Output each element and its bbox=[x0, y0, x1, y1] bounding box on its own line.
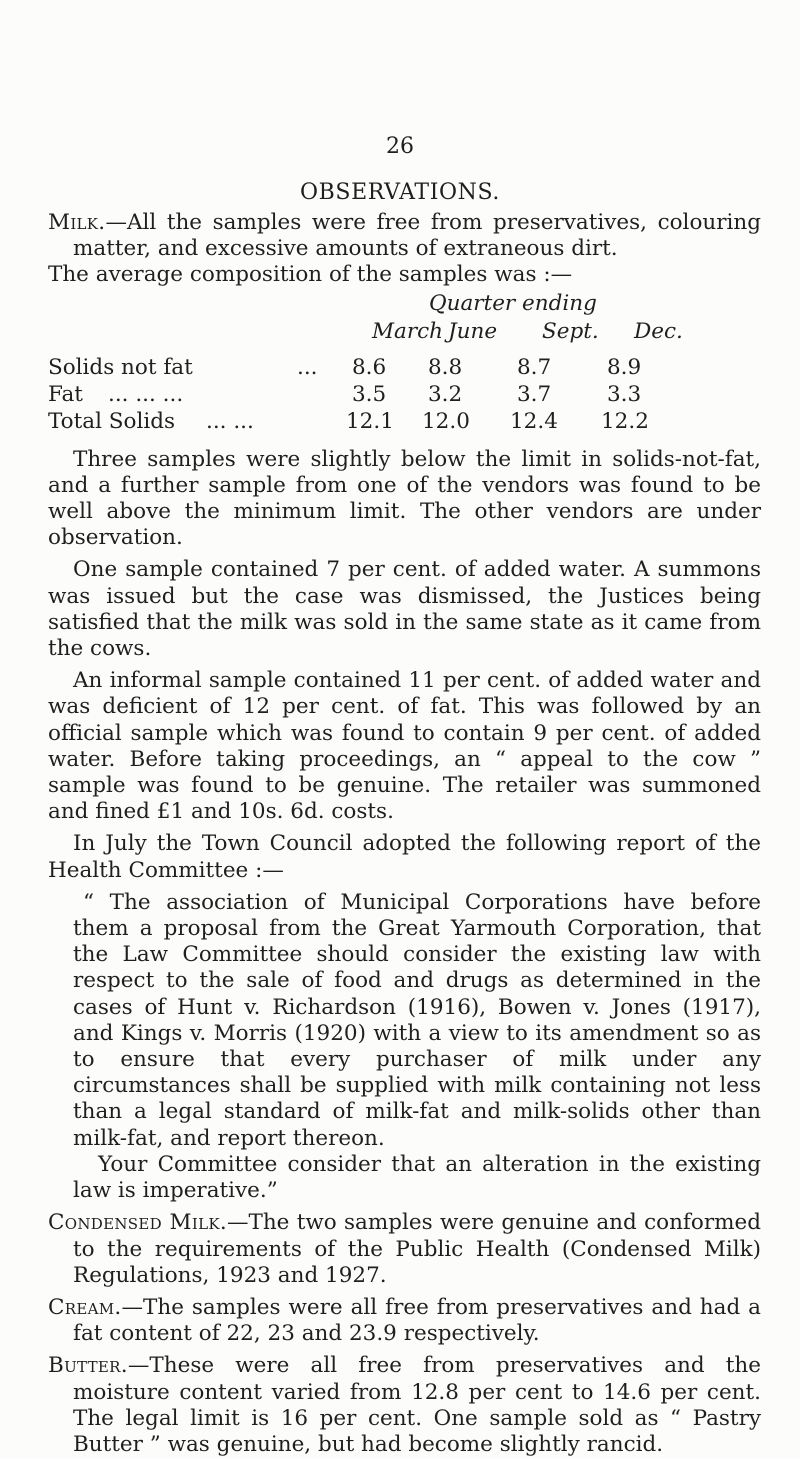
table-cell: 8.9 bbox=[607, 354, 642, 380]
row-leader: ... ... bbox=[206, 408, 254, 434]
table-group-header: Quarter ending bbox=[429, 290, 597, 316]
paragraph-summons: One sample contained 7 per cent. of added water. A summons was issued but the case was dismissed, the Justices being satisfied that the milk was sold in the same state as it came from the cows. bbox=[48, 557, 761, 662]
row-leader: ... bbox=[297, 354, 318, 380]
row-label-total-solids: Total Solids bbox=[48, 408, 176, 434]
table-cell: 12.1 bbox=[346, 408, 394, 434]
paragraph-town-council: In July the Town Council adopted the following report of the Health Committee :— bbox=[48, 831, 761, 883]
condensed-milk-heading: Condensed Milk. bbox=[48, 1210, 227, 1236]
row-label-solids-not-fat: Solids not fat bbox=[48, 354, 193, 380]
butter-paragraph bbox=[48, 1353, 761, 1458]
paragraph-below-limit: Three samples were slightly below the limit in solids-not-fat, and a further sample from one of the vendors was found to be well above the minimum limit. The other vendors are under observation. bbox=[48, 446, 761, 551]
table-cell: 8.7 bbox=[517, 354, 552, 380]
committee-quote bbox=[48, 890, 761, 1204]
cream-heading: Cream. bbox=[48, 1294, 122, 1320]
milk-heading: Milk. bbox=[48, 210, 106, 235]
composition-table bbox=[48, 289, 761, 447]
butter-text: —These were all free from preservatives and the moisture content varied from 12.8 per cent to 14.6 per cent. The legal limit is 16 per cent. One sample sold as “ Pastry Butter ” was genuine, but had become slightly rancid. bbox=[73, 1353, 761, 1457]
table-cell: 12.2 bbox=[601, 408, 649, 434]
column-header-dec: Dec. bbox=[634, 318, 683, 344]
column-header-june: June bbox=[448, 318, 498, 344]
column-header-sept: Sept. bbox=[542, 318, 599, 344]
quote-paragraph-2: Your Committee consider that an alteration in the existing law is imperative.” bbox=[73, 1151, 761, 1204]
page-number: 26 bbox=[386, 134, 414, 159]
table-cell: 8.8 bbox=[428, 354, 463, 380]
table-cell: 8.6 bbox=[352, 354, 387, 380]
table-cell: 12.0 bbox=[422, 408, 470, 434]
page-title: OBSERVATIONS. bbox=[300, 180, 500, 205]
table-cell: 3.2 bbox=[428, 381, 463, 407]
condensed-milk-paragraph bbox=[48, 1210, 761, 1289]
cream-paragraph bbox=[48, 1295, 761, 1347]
table-cell: 3.5 bbox=[352, 381, 387, 407]
cream-text: —The samples were all free from preservatives and had a fat content of 22, 23 and 23.9 respectively. bbox=[73, 1294, 761, 1347]
column-header-march: March bbox=[372, 318, 443, 344]
milk-text: —All the samples were free from preservatives, colouring matter, and excessive amounts of extraneous dirt. bbox=[73, 210, 761, 262]
condensed-milk-text: —The two samples were genuine and conformed to the requirements of the Public Health (Condensed Milk) Regulations, 1923 and 1927. bbox=[73, 1210, 761, 1288]
document-body bbox=[48, 210, 761, 1458]
row-label-fat: Fat bbox=[48, 381, 83, 407]
paragraph-informal-sample: An informal sample contained 11 per cent. of added water and was deficient of 12 per cent. of fat. This was followed by an official sample which was found to contain 9 per cent. of added water. Before taking proceedings, an “ appeal to the cow ” sample was found to be genuine. The retailer was summoned and fined £1 and 10s. 6d. costs. bbox=[48, 668, 761, 825]
butter-heading: Butter. bbox=[48, 1353, 128, 1379]
milk-paragraph bbox=[48, 210, 761, 262]
average-composition-intro: The average composition of the samples was :— bbox=[48, 262, 573, 288]
row-leader: ... ... ... bbox=[108, 381, 184, 407]
table-cell: 12.4 bbox=[510, 408, 558, 434]
table-cell: 3.3 bbox=[607, 381, 642, 407]
quote-paragraph-1: “ The association of Municipal Corporations have before them a proposal from the Great Yarmouth Corporation, that the Law Committee should consider the existing law with respect to the sale of food and drugs as determined in the cases of Hunt v. Richardson (1916), Bowen v. Jones (1917), and Kings v. Morris (1920) with a view to its amendment so as to ensure that every purchaser of milk under any circumstances shall be supplied with milk containing not less than a legal standard of milk-fat and milk-solids other than milk-fat, and report thereon. bbox=[73, 889, 761, 1151]
table-cell: 3.7 bbox=[517, 381, 552, 407]
